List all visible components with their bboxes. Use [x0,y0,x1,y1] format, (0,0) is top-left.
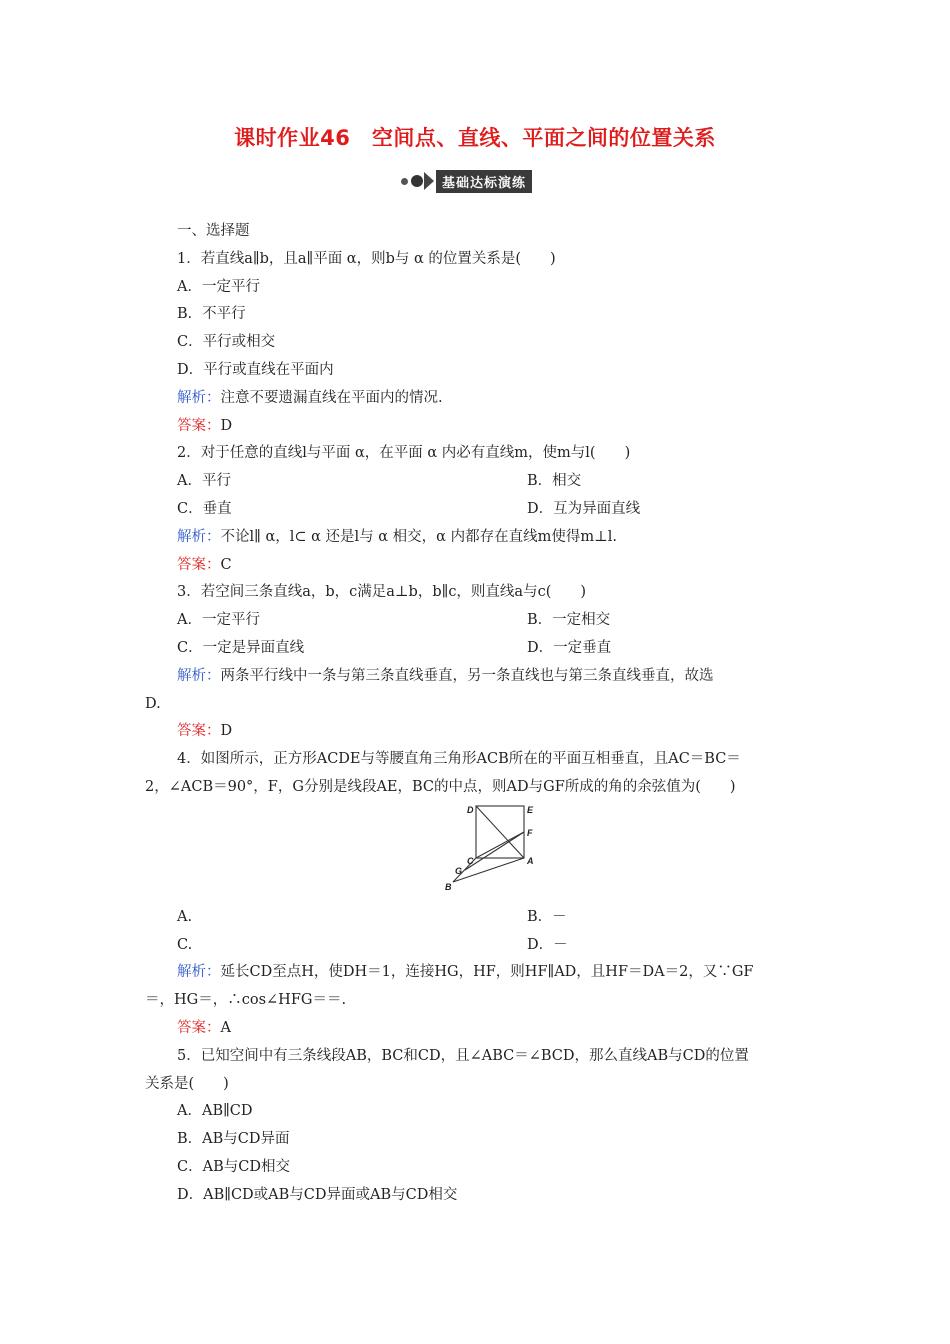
q4-options-row2 [145,932,810,960]
q4-analysis [145,959,810,987]
section-heading: 一、选择题 [177,223,250,239]
label-d: D [467,804,474,815]
q2-options-row2 [145,496,810,524]
q5-stem-line1: 5．已知空间中有三条线段AB，BC和CD，且∠ABC＝∠BCD，那么直线AB与CD的位置 [177,1047,749,1064]
q1-answer [145,413,810,441]
q4-stem-line1: 4．如图所示，正方形ACDE与等腰直角三角形ACB所在的平面互相垂直，且AC＝BC＝ [177,751,741,768]
q5-option-d: D．AB∥CD或AB与CD异面或AB与CD相交 [177,1186,458,1203]
q3-analysis [145,663,810,691]
label-c: C [467,855,474,866]
q3-analysis-cont: D. [145,695,161,712]
label-e: E [527,804,534,815]
q3-stem: 3．若空间三条直线a，b，c满足a⊥b，b∥c，则直线a与c( ) [177,584,587,601]
q1-analysis [145,385,810,413]
q4-option-d: D．－ [527,936,568,953]
q4-answer [145,1015,810,1043]
q5-option-a: A．AB∥CD [177,1103,253,1120]
q2-option-d: D．互为异面直线 [527,500,641,517]
page-title: 课时作业46 空间点、直线、平面之间的位置关系 [234,126,716,150]
q5-option-b: B．AB与CD异面 [177,1131,290,1148]
q3-option-a: A．一定平行 [177,612,260,629]
q1-option-b: B．不平行 [177,306,246,323]
segment-cf [476,832,524,858]
label-a: A [527,855,534,866]
q4-option-c: C. [177,936,193,953]
analysis-label: 解析： [177,389,221,406]
label-b: B [445,881,452,892]
q5-option-c: C．AB与CD相交 [177,1158,290,1175]
q3-answer [145,718,810,746]
q4-options-row1 [145,904,810,932]
q2-analysis [145,524,810,552]
q3-option-c: C．一定是异面直线 [177,639,305,656]
q3-option-b: B．一定相交 [527,612,611,629]
segment-gf [465,832,524,870]
q1-option-d: D．平行或直线在平面内 [177,361,334,378]
q4-figure [145,804,810,904]
q1-analysis-text: 注意不要遗漏直线在平面内的情况. [220,389,443,406]
q3-options-row1 [145,607,810,635]
q2-answer [145,552,810,580]
q2-answer-text: C [220,556,232,573]
banner-arrow-icon [424,172,434,190]
q4-stem-line2: 2，∠ACB＝90°，F，G分别是线段AE，BC的中点，则AD与GF所成的角的余弦值为( ) [145,778,736,795]
q4-analysis-text: 延长CD至点H，使DH＝1，连接HG，HF，则HF∥AD，且HF＝DA＝2，又∵GF [220,964,754,981]
q2-options-row1 [145,468,810,496]
segment-da [476,806,524,858]
exercise-content [145,218,810,1210]
analysis-label: 解析： [177,964,221,981]
q3-answer-text: D [220,723,233,740]
answer-label: 答案： [177,1019,221,1036]
q4-analysis-cont: ＝，HG＝，∴cos∠HFG＝＝. [145,992,347,1009]
segment-ba [453,855,524,882]
answer-label: 答案： [177,556,221,573]
analysis-label: 解析： [177,528,221,545]
q2-stem: 2．对于任意的直线l与平面 α，在平面 α 内必有直线m，使m与l( ) [177,445,631,462]
answer-label: 答案： [177,723,221,740]
q2-option-b: B．相交 [527,473,582,490]
banner-label: 基础达标演练 [436,170,532,193]
analysis-label: 解析： [177,667,221,684]
q1-stem: 1．若直线a∥b，且a∥平面 α，则b与 α 的位置关系是( ) [177,250,556,267]
answer-label: 答案： [177,417,221,434]
q4-option-a: A. [177,908,193,925]
q3-options-row2 [145,635,810,663]
q2-option-a: A．平行 [177,473,231,490]
q1-answer-text: D [220,417,233,434]
geometry-diagram [445,804,555,896]
q5-stem-line2: 关系是( ) [145,1075,229,1092]
q4-answer-text: A [220,1019,231,1036]
q3-analysis-text: 两条平行线中一条与第三条直线垂直，另一条直线也与第三条直线垂直，故选 [220,667,714,684]
q1-option-a: A．一定平行 [177,278,260,295]
q2-analysis-text: 不论l∥ α，l⊂ α 还是l与 α 相交，α 内都存在直线m使得m⊥l. [220,528,617,545]
label-g: G [455,865,463,876]
q3-option-d: D．一定垂直 [527,639,612,656]
banner-dot-large-icon [411,175,423,187]
q1-option-c: C．平行或相交 [177,334,276,351]
section-banner [401,170,532,192]
q4-option-b: B．－ [527,908,567,925]
banner-dot-small-icon [401,178,408,185]
label-f: F [527,827,533,838]
q2-option-c: C．垂直 [177,500,232,517]
